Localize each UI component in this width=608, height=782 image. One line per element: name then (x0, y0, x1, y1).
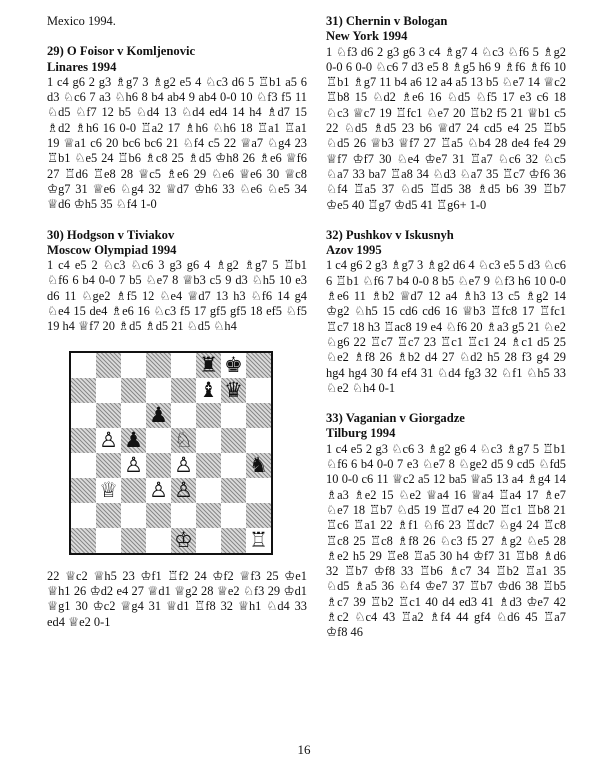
square-c5 (121, 428, 146, 453)
piece-d3: ♙ (149, 477, 168, 502)
game-30-continuation: 22 ♕c2 ♕h5 23 ♔f1 ♖f2 24 ♔f2 ♕f3 25 ♔e1 ♕h1 26 ♔d2 e4 27 ♕d1 ♕g2 28 ♕e2 ♘f3 29 ♔d1 ♕g1 30 ♔c2 ♕g4 31 ♕d1 ♖f8 32 ♕h1 ♘d4 33 ed4 ♕e2 0-1 (47, 568, 307, 629)
square-f7 (196, 378, 221, 403)
square-c6 (121, 403, 146, 428)
square-c8 (121, 353, 146, 378)
square-a1 (71, 528, 96, 553)
square-a5 (71, 428, 96, 453)
square-c4 (121, 453, 146, 478)
square-d4 (146, 453, 171, 478)
game-31-moves: 1 ♘f3 d6 2 g3 g6 3 c4 ♗g7 4 ♘c3 ♘f6 5 ♗g2 0-0 6 0-0 ♘c6 7 d3 e5 8 ♗g5 h6 9 ♗f6 ♗f6 10 ♖b1 ♗g7 11 b4 a6 12 a4 a5 13 b5 ♘e7 14 ♕c2 ♖b8 15 ♘d2 ♗e6 16 ♘d5 ♘f5 17 e3 c6 18 ♘c3 ♕c7 19 ♖fc1 ♘e7 20 ♖b2 f5 21 ♕b1 c5 22 ♘d5 ♗d5 23 b6 ♕d7 24 cd5 e4 25 ♖b5 ♘d5 26 ♕b3 ♕f7 27 ♖a5 ♘b4 28 de4 fe4 29 ♕f7 ♔f7 30 ♘e4 ♔e7 31 ♖a7 ♘c6 32 ♘c5 ♘a7 33 ba7 ♖a8 34 ♘d3 ♘a7 35 ♖c7 ♔f6 36 ♘f4 ♖a5 37 ♘d5 ♖d5 38 ♗d5 b6 39 ♖b7 ♔e5 40 ♖g7 ♔d5 41 ♖g6+ 1-0 (326, 44, 566, 212)
piece-e3: ♙ (174, 477, 193, 502)
piece-b3: ♕ (99, 477, 118, 502)
game-33-title: 33) Vaganian v Giorgadze (326, 411, 465, 426)
right-column (326, 14, 566, 641)
square-a4 (71, 453, 96, 478)
piece-b5: ♙ (99, 427, 118, 452)
piece-e1: ♔ (174, 527, 193, 552)
piece-h1: ♖ (249, 527, 268, 552)
square-a2 (71, 503, 96, 528)
game-29-moves: 1 c4 g6 2 g3 ♗g7 3 ♗g2 e5 4 ♘c3 d6 5 ♖b1 a5 6 d3 ♘c6 7 a3 ♘h6 8 b4 ab4 9 ab4 0-0 10 ♘f3 f5 11 ♘d5 ♘f7 12 b5 ♘d4 13 ♘d4 ed4 14 h4 ♗d7 15 ♗d2 ♗h6 16 0-0 ♖a2 17 ♗h6 ♘h6 18 ♖a1 ♖a1 19 ♕a1 c6 20 bc6 bc6 21 ♘f4 c5 22 ♕a7 ♘g4 23 ♖b1 ♘e5 24 ♖b6 ♗c8 25 ♗d5 ♔h8 26 ♗e6 ♕f6 27 ♖d6 ♖e8 28 ♕c5 ♗e6 29 ♘e6 ♕e6 30 ♕c8 ♔g7 31 ♕e6 ♘g4 32 ♕d7 ♔h6 33 ♘e6 ♘e5 34 ♕d6 ♔h5 35 ♘f4 1-0 (47, 74, 307, 212)
game-31-title: 31) Chernin v Bologan (326, 14, 448, 28)
square-h8 (246, 353, 271, 378)
game-30-title: 30) Hodgson v Tiviakov (47, 227, 175, 242)
game-33-event: Tilburg 1994 (326, 426, 396, 441)
square-e4 (171, 453, 196, 478)
square-f6 (196, 403, 221, 428)
square-h2 (246, 503, 271, 528)
square-b3 (96, 478, 121, 503)
square-g5 (221, 428, 246, 453)
chess-diagram (69, 351, 273, 555)
intro-text: Mexico 1994. (47, 14, 116, 28)
game-32-title: 32) Pushkov v Iskusnyh (326, 227, 454, 242)
square-b4 (96, 453, 121, 478)
square-d6 (146, 403, 171, 428)
game-29 (47, 44, 307, 212)
game-33 (326, 411, 566, 640)
square-h5 (246, 428, 271, 453)
game-30-event: Moscow Olympiad 1994 (47, 242, 177, 257)
square-f1 (196, 528, 221, 553)
square-e7 (171, 378, 196, 403)
game-32 (326, 228, 566, 396)
square-a8 (71, 353, 96, 378)
game-29-event: Linares 1994 (47, 59, 117, 74)
square-a6 (71, 403, 96, 428)
square-g2 (221, 503, 246, 528)
square-e5 (171, 428, 196, 453)
chess-board (71, 353, 271, 553)
square-g3 (221, 478, 246, 503)
piece-g7: ♛ (224, 377, 243, 402)
game-33-moves: 1 c4 e5 2 g3 ♘c6 3 ♗g2 g6 4 ♘c3 ♗g7 5 ♖b1 ♘f6 6 b4 0-0 7 e3 ♘e7 8 ♘ge2 d5 9 cd5 ♘fd5 10 0-0 c6 11 ♕c2 a5 12 ba5 ♕a5 13 a4 ♗g4 14 ♗a3 ♗e2 15 ♘e2 ♕a4 16 ♕a4 ♖a4 17 ♗e7 ♘e7 18 ♖b7 ♘d5 19 ♖d7 e4 20 ♖c1 ♖b8 21 ♖c6 ♖a1 22 ♗f1 ♘f6 23 ♖dc7 ♘g4 24 ♖c8 ♖c8 25 ♖c8 ♗f8 26 ♘c3 f5 27 ♗g2 ♘e5 28 ♗e2 h5 29 ♖e8 ♖a5 30 h4 ♔f7 31 ♖b8 ♗d6 32 ♖b7 ♔f8 33 ♖b6 ♗c7 34 ♖b2 ♖a1 35 ♘d5 ♗a5 36 ♘f4 ♔e7 37 ♖b7 ♔d6 38 ♖b5 ♗c7 39 ♖b2 ♖c1 40 d4 ed3 41 ♗d3 ♔e7 42 ♗c2 ♘c4 43 ♖a2 ♗f4 44 gf4 ♘d6 45 ♖a7 ♔f8 46 (326, 441, 566, 640)
square-b8 (96, 353, 121, 378)
page-number: 16 (297, 742, 311, 757)
square-d5 (146, 428, 171, 453)
square-c2 (121, 503, 146, 528)
square-f4 (196, 453, 221, 478)
square-g1 (221, 528, 246, 553)
square-f8 (196, 353, 221, 378)
square-h4 (246, 453, 271, 478)
square-b6 (96, 403, 121, 428)
square-g4 (221, 453, 246, 478)
square-b2 (96, 503, 121, 528)
piece-e4: ♙ (174, 452, 193, 477)
square-b7 (96, 378, 121, 403)
square-h6 (246, 403, 271, 428)
square-c3 (121, 478, 146, 503)
piece-d6: ♟ (149, 402, 168, 427)
square-f5 (196, 428, 221, 453)
game-32-moves: 1 c4 g6 2 g3 ♗g7 3 ♗g2 d6 4 ♘c3 e5 5 d3 ♘c6 6 ♖b1 ♘f6 7 b4 0-0 8 b5 ♘e7 9 ♘f3 h6 10 0-0 ♗e6 11 ♗b2 ♕d7 12 a4 ♗h3 13 c5 ♗g2 14 ♔g2 ♘h5 15 cd6 cd6 16 ♕b3 ♖fc8 17 ♖fc1 ♖c7 18 h3 ♖ac8 19 e4 ♘f6 20 ♗a3 g5 21 ♘e2 ♘g6 22 ♖c7 ♖c7 23 ♖c1 ♖c1 24 ♗c1 d5 25 ♘e2 ♗f8 26 ♗b2 d4 27 ♘d2 h5 28 f3 g4 29 hg4 hg4 30 f4 ef4 31 ♘d4 fg3 32 ♘f1 ♘h5 33 ♘e2 ♘h4 0-1 (326, 258, 566, 395)
game-32-event: Azov 1995 (326, 243, 382, 258)
square-h7 (246, 378, 271, 403)
piece-e5: ♘ (174, 427, 193, 452)
square-d2 (146, 503, 171, 528)
square-d8 (146, 353, 171, 378)
square-d3 (146, 478, 171, 503)
piece-c4: ♙ (124, 452, 143, 477)
piece-f7: ♝ (199, 377, 218, 402)
square-e2 (171, 503, 196, 528)
square-d7 (146, 378, 171, 403)
square-g7 (221, 378, 246, 403)
square-f3 (196, 478, 221, 503)
piece-c5: ♟ (124, 427, 143, 452)
game-30 (47, 228, 307, 335)
square-b5 (96, 428, 121, 453)
game-29-title: 29) O Foisor v Komljenovic (47, 44, 196, 59)
game-31-event: New York 1994 (326, 29, 408, 44)
square-b1 (96, 528, 121, 553)
square-h3 (246, 478, 271, 503)
square-e3 (171, 478, 196, 503)
square-e8 (171, 353, 196, 378)
piece-h4: ♞ (249, 452, 268, 477)
square-c1 (121, 528, 146, 553)
square-a7 (71, 378, 96, 403)
piece-g8: ♚ (224, 352, 243, 377)
square-f2 (196, 503, 221, 528)
square-e1 (171, 528, 196, 553)
left-column (47, 14, 307, 630)
square-h1 (246, 528, 271, 553)
square-g6 (221, 403, 246, 428)
square-e6 (171, 403, 196, 428)
piece-f8: ♜ (199, 352, 218, 377)
square-a3 (71, 478, 96, 503)
square-g8 (221, 353, 246, 378)
game-31 (326, 14, 566, 213)
square-d1 (146, 528, 171, 553)
game-30-moves: 1 c4 e5 2 ♘c3 ♘c6 3 g3 g6 4 ♗g2 ♗g7 5 ♖b1 ♘f6 6 b4 0-0 7 b5 ♘e7 8 ♕b3 c5 9 d3 ♘h5 10 e3 d6 11 ♘ge2 ♗f5 12 ♘e4 ♕d7 13 h3 ♘f6 14 g4 ♘e4 15 de4 ♗e6 16 ♘c3 f5 17 gf5 gf5 18 ef5 ♘f5 19 h4 ♕f7 20 ♗d5 ♗d5 21 ♘d5 ♘h4 (47, 258, 307, 334)
square-c7 (121, 378, 146, 403)
